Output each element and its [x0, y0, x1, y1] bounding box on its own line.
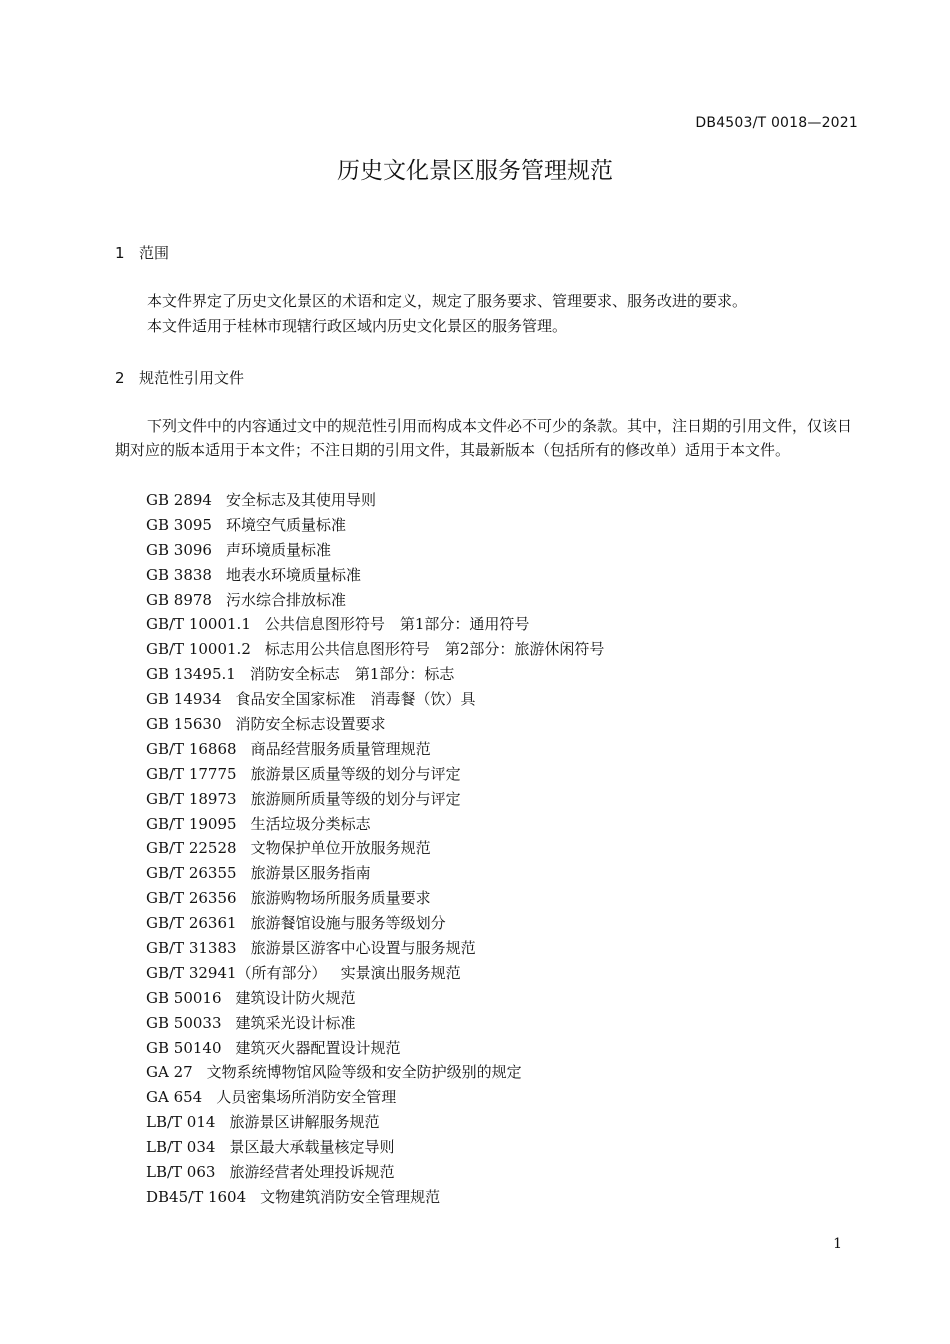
reference-item	[146, 712, 604, 737]
section-2-number: 2	[115, 369, 125, 387]
reference-item	[146, 637, 604, 662]
reference-item	[146, 986, 604, 1011]
reference-item	[146, 812, 604, 837]
section-1-paragraph-1	[115, 289, 860, 313]
reference-item	[146, 588, 604, 613]
reference-item	[146, 563, 604, 588]
reference-title: 人员密集场所消防安全管理	[216, 1088, 397, 1107]
reference-code: GB/T 32941（所有部分）	[146, 963, 327, 982]
reference-code: GB/T 22528	[146, 839, 237, 858]
reference-item	[146, 538, 604, 563]
reference-item	[146, 1011, 604, 1036]
reference-code: GA 27	[146, 1063, 193, 1082]
reference-title: 公共信息图形符号 第1部分：通用符号	[264, 615, 530, 634]
reference-code: GB/T 26361	[146, 914, 237, 933]
reference-title: 生活垃圾分类标志	[250, 814, 371, 833]
reference-code: GB 3095	[146, 515, 212, 534]
reference-item	[146, 861, 604, 886]
reference-item	[146, 1036, 604, 1061]
reference-item	[146, 513, 604, 538]
reference-title: 建筑采光设计标准	[235, 1013, 356, 1032]
reference-item	[146, 488, 604, 513]
reference-title: 文物保护单位开放服务规范	[250, 839, 431, 858]
reference-code: GB 14934	[146, 690, 222, 709]
paragraph-text: 本文件界定了历史文化景区的术语和定义，规定了服务要求、管理要求、服务改进的要求。	[147, 292, 748, 310]
normative-references-list	[146, 488, 604, 1210]
reference-item	[146, 762, 604, 787]
reference-item	[146, 1085, 604, 1110]
reference-code: GB/T 18973	[146, 789, 237, 808]
reference-item	[146, 787, 604, 812]
reference-title: 环境空气质量标准	[225, 515, 346, 534]
reference-title: 建筑灭火器配置设计规范	[235, 1038, 401, 1057]
reference-code: LB/T 063	[146, 1163, 216, 1182]
reference-code: GB 2894	[146, 491, 212, 509]
paragraph-text: 下列文件中的内容通过文中的规范性引用而构成本文件必不可少的条款。其中，注日期的引用文件，仅该日期对应的版本适用于本文件；不注日期的引用文件，其最新版本（包括所有的修改单）适用于本文件。	[115, 417, 853, 459]
reference-code: GB/T 26356	[146, 889, 237, 908]
reference-title: 建筑设计防火规范	[235, 988, 356, 1007]
reference-code: GB/T 10001.2	[146, 640, 251, 659]
reference-item	[146, 886, 604, 911]
section-2-title: 规范性引用文件	[139, 369, 245, 387]
reference-title: 消防安全标志 第1部分：标志	[249, 665, 455, 684]
section-1-title: 范围	[139, 244, 170, 262]
reference-code: GB/T 19095	[146, 814, 237, 833]
document-title: 历史文化景区服务管理规范	[337, 158, 613, 184]
reference-title: 食品安全国家标准 消毒餐（饮）具	[235, 690, 476, 709]
reference-code: GB 3838	[146, 565, 212, 584]
section-1-number: 1	[115, 244, 125, 262]
reference-item	[146, 662, 604, 687]
reference-title: 地表水环境质量标准	[225, 565, 361, 584]
standard-number: DB4503/T 0018—2021	[695, 115, 858, 131]
paragraph-text: 本文件适用于桂林市现辖行政区域内历史文化景区的服务管理。	[147, 317, 568, 335]
reference-code: LB/T 014	[146, 1113, 216, 1132]
reference-title: 商品经营服务质量管理规范	[250, 739, 431, 758]
reference-code: GB/T 10001.1	[146, 615, 251, 634]
reference-code: GB/T 16868	[146, 739, 237, 758]
reference-code: GB 13495.1	[146, 665, 236, 684]
reference-item	[146, 1185, 604, 1210]
reference-item	[146, 612, 604, 637]
reference-title: 污水综合排放标准	[225, 590, 346, 609]
reference-title: 旅游购物场所服务质量要求	[250, 889, 431, 908]
reference-code: GB/T 26355	[146, 864, 237, 883]
reference-title: 安全标志及其使用导则	[225, 491, 376, 509]
reference-code: GB 8978	[146, 590, 212, 609]
page-number: 1	[833, 1236, 842, 1252]
reference-item	[146, 961, 604, 986]
reference-title: 文物系统博物馆风险等级和安全防护级别的规定	[206, 1063, 522, 1082]
section-2-intro	[115, 414, 860, 462]
reference-title: 声环境质量标准	[225, 540, 331, 559]
reference-item	[146, 687, 604, 712]
reference-title: 文物建筑消防安全管理规范	[260, 1187, 441, 1206]
reference-code: GB 50140	[146, 1038, 222, 1057]
reference-title: 旅游景区服务指南	[250, 864, 371, 883]
reference-title: 旅游餐馆设施与服务等级划分	[250, 914, 446, 933]
reference-title: 旅游景区讲解服务规范	[229, 1113, 380, 1132]
reference-item	[146, 1110, 604, 1135]
reference-title: 旅游景区游客中心设置与服务规范	[250, 939, 476, 958]
reference-item	[146, 911, 604, 936]
reference-code: GB/T 31383	[146, 939, 237, 958]
reference-code: GB 3096	[146, 540, 212, 559]
reference-item	[146, 1135, 604, 1160]
reference-item	[146, 1060, 604, 1085]
reference-item	[146, 936, 604, 961]
reference-code: DB45/T 1604	[146, 1187, 247, 1206]
reference-title: 标志用公共信息图形符号 第2部分：旅游休闲符号	[264, 640, 605, 659]
reference-item	[146, 1160, 604, 1185]
section-2-heading	[115, 367, 244, 388]
reference-code: LB/T 034	[146, 1138, 216, 1157]
reference-title: 旅游景区质量等级的划分与评定	[250, 764, 461, 783]
reference-item	[146, 737, 604, 762]
reference-code: GB/T 17775	[146, 764, 237, 783]
reference-title: 旅游厕所质量等级的划分与评定	[250, 789, 461, 808]
reference-code: GA 654	[146, 1088, 203, 1107]
reference-code: GB 50016	[146, 988, 222, 1007]
reference-title: 消防安全标志设置要求	[235, 715, 386, 734]
reference-code: GB 50033	[146, 1013, 222, 1032]
reference-title: 实景演出服务规范	[340, 963, 461, 982]
reference-title: 旅游经营者处理投诉规范	[229, 1163, 395, 1182]
section-1-paragraph-2	[115, 314, 860, 338]
reference-title: 景区最大承载量核定导则	[229, 1138, 395, 1157]
reference-item	[146, 836, 604, 861]
section-1-heading	[115, 242, 169, 263]
reference-code: GB 15630	[146, 715, 222, 734]
